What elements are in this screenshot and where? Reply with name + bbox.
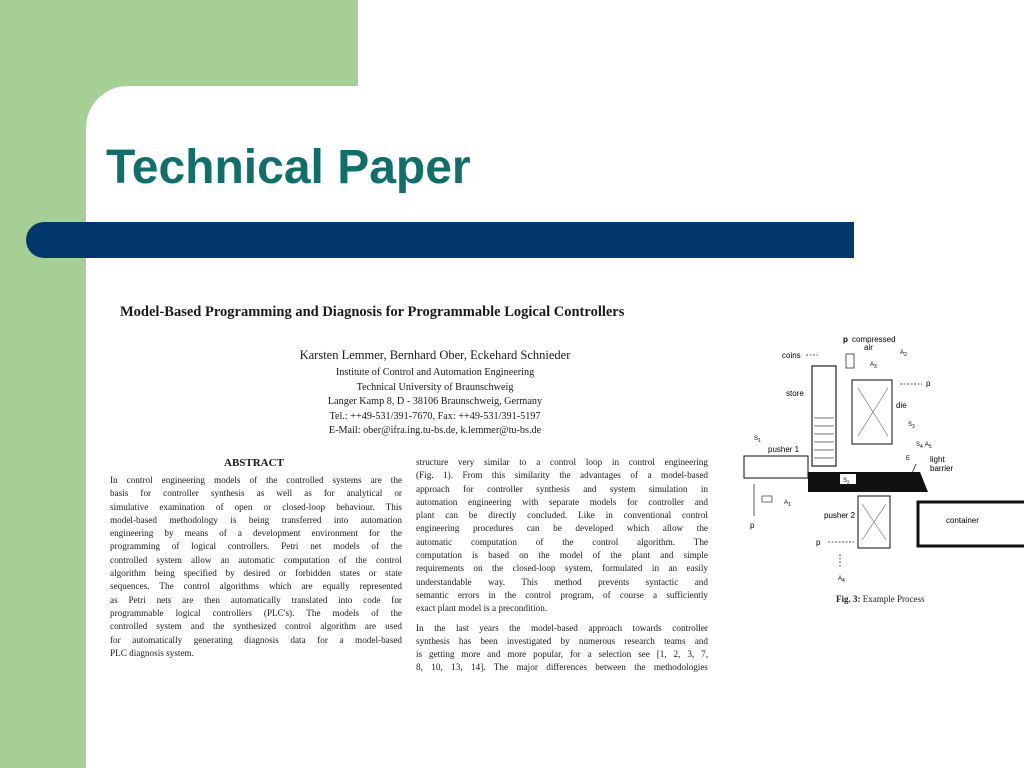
text-line: programmable logical controllers (PLC's). The models of the xyxy=(110,607,402,618)
text-line: as Petri nets are then automatically translated into code for xyxy=(110,594,402,605)
text-line: basis for controller synthesis as well as for analytical or xyxy=(110,488,402,499)
label-compressed: compressed xyxy=(852,335,896,344)
label-coins: coins xyxy=(782,351,801,360)
conveyor-bed xyxy=(808,472,928,492)
example-process-figure xyxy=(740,328,979,614)
label-a2: $A_2$ xyxy=(900,350,907,358)
figure-caption-text: Example Process xyxy=(860,594,925,604)
label-store: store xyxy=(786,389,804,398)
affiliation-line: E-Mail: ober@ifra.ing.tu-bs.de, k.lemmer@tu-bs.de xyxy=(328,425,542,436)
label-pusher2: pusher 2 xyxy=(824,511,856,520)
text-line: In control engineering models of the controlled systems are the xyxy=(110,475,402,485)
text-line: engineering by means of a development environment for the xyxy=(110,528,402,539)
text-line: exact plant model is a precondition. xyxy=(416,603,548,614)
text-line: simulative examination of open or closed-loop behaviour. This xyxy=(110,501,402,512)
label-p-left: p xyxy=(750,521,755,530)
label-e: E xyxy=(906,456,911,462)
text-line: controlled system allow an automatic computation of the control xyxy=(110,554,402,565)
text-line: sequences. The control algorithms which are equally represented xyxy=(110,581,402,592)
paper-affiliation xyxy=(108,366,712,439)
valve-a1 xyxy=(762,496,772,502)
text-line: (Fig. 1). From this similarity the advantages of a model-based xyxy=(416,470,708,481)
text-line: synthesis has been investigated by numerous research teams and xyxy=(416,635,708,646)
label-air: air xyxy=(864,343,873,352)
text-line: for automatically generating diagnosis data for a model-based xyxy=(110,634,402,645)
paper-authors: Karsten Lemmer, Bernhard Ober, Eckehard Schnieder xyxy=(299,348,571,362)
text-line: In the last years the model-based approach towards controller xyxy=(416,622,708,633)
label-die: die xyxy=(896,401,907,410)
paragraph xyxy=(416,456,708,616)
text-line: computation is based on the model of the plant and simple xyxy=(416,550,708,561)
store-tube xyxy=(812,366,836,466)
label-pusher1: pusher 1 xyxy=(768,445,800,454)
text-line: 8, 10, 13, 14]. The major differences between the methodologies xyxy=(416,662,708,673)
label-p-top: p xyxy=(843,335,848,344)
label-s2: $S_2$ xyxy=(843,478,850,485)
text-line: automatic computation of the control algorithm. The xyxy=(416,536,708,547)
text-line: plant can be directly concluded. Like in conventional control xyxy=(416,510,708,521)
body-text-right xyxy=(416,456,708,681)
label-a3: $A_3$ xyxy=(870,362,877,370)
label-s1: $S_1$ xyxy=(754,436,761,444)
label-a4: $A_4$ xyxy=(838,576,845,584)
text-line: engineering procedures can be developed which allow the xyxy=(416,523,708,534)
text-line: semantic errors in the control program, of course a sufficiently xyxy=(416,589,708,600)
label-a1: $A_1$ xyxy=(784,500,791,508)
text-line: automation engineering with separate models for controller and xyxy=(416,496,708,507)
abstract-heading: ABSTRACT xyxy=(224,457,284,469)
paper-scan xyxy=(108,296,712,682)
pusher1-housing xyxy=(744,456,808,478)
text-line: algorithm being specified by desired or forbidden states or state xyxy=(110,568,402,579)
affiliation-line: Tel.: ++49-531/391-7670, Fax: ++49-531/391-5197 xyxy=(329,410,541,422)
abstract-text-left xyxy=(110,474,402,660)
affiliation-line: Langer Kamp 8, D - 38106 Braunschweig, Germany xyxy=(327,396,543,407)
text-line: approach for controller synthesis and system simulation in xyxy=(416,483,708,494)
label-barrier: barrier xyxy=(930,464,954,473)
affiliation-line: Institute of Control and Automation Engineering xyxy=(335,367,535,378)
title-divider-bar xyxy=(26,222,854,258)
affiliation-line: Technical University of Braunschweig xyxy=(356,381,514,393)
label-s4-a5: $S_4$ $A_5$ xyxy=(916,442,932,450)
label-p-bottom: p xyxy=(816,538,821,547)
paper-title: Model-Based Programming and Diagnosis for Programmable Logical Controllers xyxy=(120,304,625,320)
store-coins-stack xyxy=(814,418,834,458)
text-line: structure very similar to a control loop in control engineering xyxy=(416,457,708,467)
text-line: PLC diagnosis system. xyxy=(110,647,194,658)
background-white-top xyxy=(358,0,1024,90)
text-line: requirements on the closed-loop system, formulated in an easily xyxy=(416,563,708,574)
label-p-right: p xyxy=(926,379,931,388)
text-line: understandable way. This method prevents syntactic and xyxy=(416,576,708,587)
text-line: programming of logical controllers. Petri net models of the xyxy=(110,541,402,552)
label-s3: $S_3$ xyxy=(908,422,915,430)
slide-title: Technical Paper xyxy=(106,141,471,194)
figure-caption-label: Fig. 3: xyxy=(836,594,861,604)
text-line: controlled system and the synthesized control algorithm are used xyxy=(110,621,402,632)
figure-caption xyxy=(836,594,924,604)
background-green-top xyxy=(0,0,358,90)
text-line: model-based methodology is being transferred into automation xyxy=(110,514,402,525)
paragraph xyxy=(416,622,708,675)
label-container: container xyxy=(946,516,979,525)
text-line: is getting more and more popular, for a selection see [1, 2, 3, 7, xyxy=(416,649,708,660)
die-block xyxy=(852,380,892,444)
label-light: light xyxy=(930,455,945,464)
valve-a3 xyxy=(846,354,854,368)
